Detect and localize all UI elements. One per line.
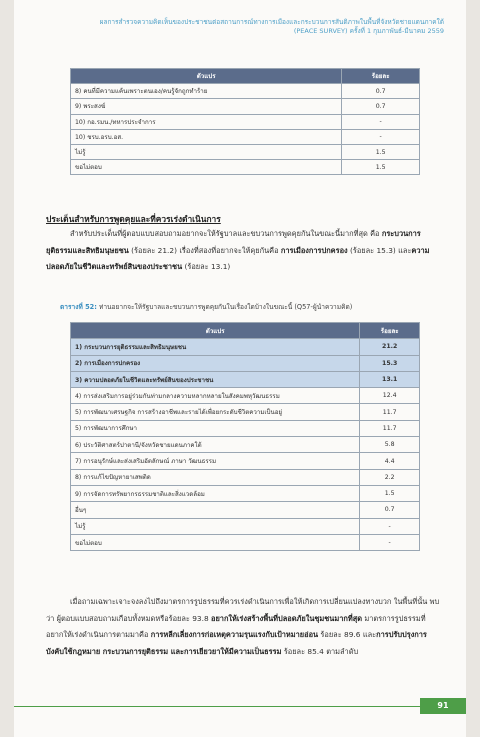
document-page: [14, 0, 466, 737]
row-value: 0.7: [342, 84, 420, 99]
row-label: 9) การจัดการทรัพยากรธรรมชาติและสิ่งแวดล้อม: [71, 485, 360, 501]
row-label: ขอไม่ตอบ: [71, 160, 342, 175]
row-value: 2.2: [360, 469, 420, 485]
table-row: [71, 469, 420, 485]
text-run: (ร้อยละ 15.3) และ: [347, 245, 412, 255]
row-label: 5) การพัฒนาการศึกษา: [71, 420, 360, 436]
table-row: [71, 99, 420, 114]
table-row: [71, 534, 420, 550]
column-header-percent: ร้อยละ: [342, 69, 420, 84]
text-run: ร้อยละ 89.6 และ: [318, 630, 377, 639]
table-header-row: [71, 69, 420, 84]
table-row: [71, 485, 420, 501]
page-number: 91: [420, 698, 466, 714]
bold-run: การปรับปรุงการบังคับใช้กฎหมาย กระบวนการยุติธรรม และการเยียวยาให้มีความเป็นธรรม: [46, 630, 427, 656]
row-label: 3) ความปลอดภัยในชีวิตและทรัพย์สินของประชาชน: [71, 371, 360, 387]
bold-run: การหลีกเลี่ยงการก่อเหตุความรุนแรงกับเป้าหมายอ่อน: [150, 630, 319, 639]
bold-run: กระบวนการยุติธรรมและสิทธิมนุษยชน: [46, 229, 421, 255]
bold-run: ความปลอดภัยในชีวิตและทรัพย์สินของประชาชน: [46, 245, 430, 271]
paragraph-intro: [46, 226, 442, 276]
row-label: 7) การอนุรักษ์และส่งเสริมอัตลักษณ์ ภาษา วัฒนธรรม: [71, 453, 360, 469]
text-run: (ร้อยละ 21.2) เรื่องที่สองที่อยากจะให้คุยกันคือ: [128, 245, 281, 255]
row-value: 11.7: [360, 404, 420, 420]
table-header-row: [71, 323, 420, 339]
table-row: [71, 114, 420, 129]
text-run: (ร้อยละ 13.1): [182, 262, 231, 271]
row-label: 1) กระบวนการยุติธรรมและสิทธิมนุษยชน: [71, 339, 360, 355]
row-label: ขอไม่ตอบ: [71, 534, 360, 550]
row-label: 4) การส่งเสริมการอยู่ร่วมกันท่ามกลางความหลากหลายในสังคมพหุวัฒนธรรม: [71, 388, 360, 404]
text-run: เมื่อถามเฉพาะเจาะจงลงไปถึงมาตรการรูปธรรมที่ควรเร่งดำเนินการเพื่อให้เกิดการเปลี่ยนแปลงทางบวก ในพื้นที่นั้น พบว่า ผู้ตอบแบบสอบถามเกือบทั้งหมดหรือร้อยละ 93.8: [46, 597, 440, 623]
row-value: -: [342, 129, 420, 144]
table-row-highlighted: [71, 355, 420, 371]
table-row-highlighted: [71, 339, 420, 355]
row-value: 15.3: [360, 355, 420, 371]
row-label: 8) คนที่มีความแค้นเพราะตนเอง/คนรู้จักถูกทำร้าย: [71, 84, 342, 99]
paragraph-measures: [46, 594, 442, 660]
row-label: 10) กอ.รมน./ทหารประจำการ: [71, 114, 342, 129]
row-value: 12.4: [360, 388, 420, 404]
table-row: [71, 502, 420, 518]
row-value: -: [360, 534, 420, 550]
table-row: [71, 437, 420, 453]
table-row: [71, 84, 420, 99]
column-header-percent: ร้อยละ: [360, 323, 420, 339]
row-label: 5) การพัฒนาเศรษฐกิจ การสร้างอาชีพและรายได้เพื่อยกระดับชีวิตความเป็นอยู่: [71, 404, 360, 420]
row-label: 6) ประวัติศาสตร์ปาตานี/จังหวัดชายแดนภาคใต้: [71, 437, 360, 453]
caption-label: ตารางที่ 52:: [60, 303, 97, 311]
row-value: 4.4: [360, 453, 420, 469]
table-row: [71, 129, 420, 144]
row-value: 1.5: [342, 144, 420, 159]
table-caption: [60, 301, 352, 312]
row-value: 5.8: [360, 437, 420, 453]
table-row-highlighted: [71, 371, 420, 387]
column-header-variable: ตัวแปร: [71, 323, 360, 339]
row-value: 11.7: [360, 420, 420, 436]
row-label: อื่นๆ: [71, 502, 360, 518]
table-row: [71, 388, 420, 404]
column-header-variable: ตัวแปร: [71, 69, 342, 84]
bold-run: อยากให้เร่งสร้างพื้นที่ปลอดภัยในชุมชนมากที่สุด: [211, 613, 363, 623]
table-row: [71, 144, 420, 159]
table-continued: [70, 68, 420, 175]
row-label: 9) พระสงฆ์: [71, 99, 342, 114]
text-run: สำหรับประเด็นที่ผู้ตอบแบบสอบถามอยากจะให้รัฐบาลและขบวนการพูดคุยกันในขณะนี้มากที่สุด คือ: [70, 229, 382, 238]
table-row: [71, 453, 420, 469]
row-label: ไม่รู้: [71, 144, 342, 159]
caption-text: ท่านอยากจะให้รัฐบาลและขบวนการพูดคุยกันในเรื่องใดบ้างในขณะนี้ (Q57-ผู้นำความคิด): [96, 303, 353, 311]
row-value: -: [342, 114, 420, 129]
table-row: [71, 518, 420, 534]
section-heading: ประเด็นสำหรับการพูดคุยและที่ควรเร่งดำเนินการ: [46, 214, 221, 224]
table-row: [71, 160, 420, 175]
row-value: 13.1: [360, 371, 420, 387]
table-row: [71, 420, 420, 436]
row-label: 10) ชรบ.อรบ.อส.: [71, 129, 342, 144]
row-value: 21.2: [360, 339, 420, 355]
header-line-2: (PEACE SURVEY) ครั้งที่ 1 กุมภาพันธ์-มีนาคม 2559: [293, 27, 444, 35]
row-label: 2) การเมืองการปกครอง: [71, 355, 360, 371]
row-label: 8) การแก้ไขปัญหายาเสพติด: [71, 469, 360, 485]
table-row: [71, 404, 420, 420]
table-52: [70, 322, 420, 551]
row-value: 1.5: [360, 485, 420, 501]
running-header: [100, 18, 444, 36]
header-line-1: ผลการสำรวจความคิดเห็นของประชาชนต่อสถานการณ์ทางการเมืองและกระบวนการสันติภาพในพื้นที่จังหวัดชายแดนภาคใต้: [99, 18, 444, 26]
row-value: 0.7: [342, 99, 420, 114]
row-label: ไม่รู้: [71, 518, 360, 534]
text-run: ร้อยละ 85.4 ตามลำดับ: [281, 646, 359, 656]
footer-rule: [14, 706, 420, 707]
row-value: 0.7: [360, 502, 420, 518]
bold-run: การเมืองการปกครอง: [280, 245, 348, 255]
text-run: มาตรการรูปธรรมที่อยากให้เร่งดำเนินการตามมาคือ: [46, 613, 426, 639]
row-value: -: [360, 518, 420, 534]
row-value: 1.5: [342, 160, 420, 175]
